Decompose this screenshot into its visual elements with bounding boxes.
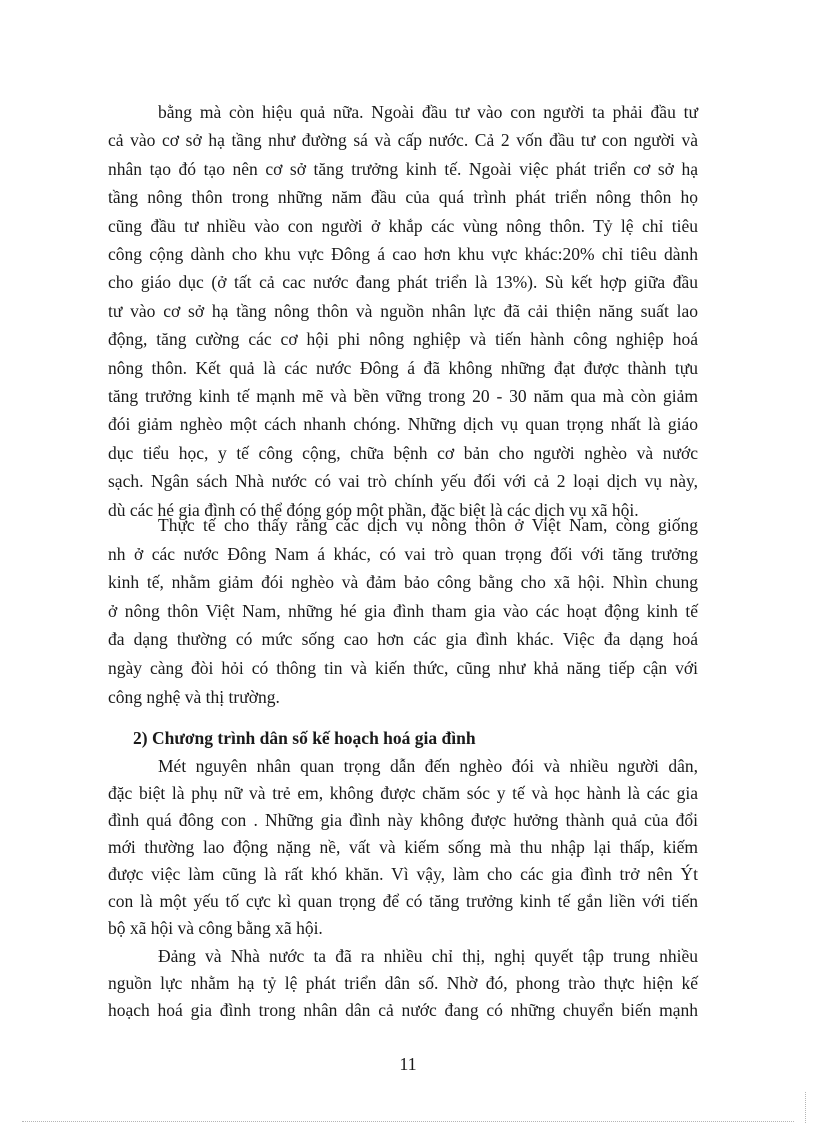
text-line: công cộng dành cho khu vực Đông á cao hơn khu vực khác:20% chỉ tiêu dành bbox=[108, 244, 698, 264]
text-line: cho giáo dục (ở tất cả cac nước đang phát triển là 13%). Sù kết hợp giữa đầu bbox=[108, 272, 698, 293]
page-number: 11 bbox=[399, 1054, 417, 1074]
text-line: Đảng và Nhà nước ta đã ra nhiều chỉ thị, nghị quyết tập trung nhiều bbox=[158, 946, 698, 966]
page-border-bottom bbox=[22, 1121, 794, 1122]
text-line: Mét nguyên nhân quan trọng dẫn đến nghèo đói và nhiều người dân, bbox=[158, 756, 698, 776]
text-line: cả vào cơ sở hạ tầng như đường sá và cấp nước. Cả 2 vốn đầu tư con người và bbox=[108, 130, 698, 151]
text-line: đa dạng thường có mức sống cao hơn các gia đình khác. Việc đa dạng hoá bbox=[108, 629, 698, 650]
text-line: công nghệ và thị trường. bbox=[108, 686, 280, 707]
text-line: tầng nông thôn trong những năm đầu của quá trình phát triển nông thôn họ bbox=[108, 187, 698, 208]
section-heading: 2) Chương trình dân số kế hoạch hoá gia đình bbox=[133, 728, 476, 748]
text-line: bằng mà còn hiệu quả nữa. Ngoài đầu tư vào con người ta phải đầu tư bbox=[158, 102, 698, 122]
text-line: tư vào cơ sở hạ tầng nông thôn và nguồn nhân lực đã cải thiện năng suất lao bbox=[108, 300, 698, 321]
text-line: tăng trưởng kinh tế mạnh mẽ và bền vững trong 20 - 30 năm qua mà còn giảm bbox=[108, 386, 698, 406]
text-line: dù các hé gia đình có thể đóng góp một phần, đặc biệt là các dịch vụ xã hội. bbox=[108, 499, 639, 520]
page-border-corner bbox=[805, 1092, 806, 1123]
text-line: sạch. Ngân sách Nhà nước có vai trò chính yếu đối với cả 2 loại dịch vụ này, bbox=[108, 471, 698, 492]
text-line: động, tăng cường các cơ hội phi nông nghiệp và tiến hành công nghiệp hoá bbox=[108, 329, 698, 350]
text-line: nguồn lực nhằm hạ tỷ lệ phát triển dân số. Nhờ đó, phong trào thực hiện kế bbox=[108, 973, 698, 993]
text-line: đói giảm nghèo một cách nhanh chóng. Những dịch vụ quan trọng nhất là giáo bbox=[108, 414, 698, 435]
text-line: con là một yếu tố cực kì quan trọng để có tăng trưởng kinh tế gắn liền với tiến bbox=[108, 891, 698, 911]
text-line: nhân tạo đó tạo nên cơ sở tăng trưởng kinh tế. Ngoài việc phát triển cơ sở hạ bbox=[108, 158, 698, 179]
text-line: bộ xã hội và công bằng xã hội. bbox=[108, 918, 323, 938]
text-line: dục tiểu học, y tế công cộng, chữa bệnh cơ bản cho người nghèo và nước bbox=[108, 442, 698, 463]
text-line: cũng đầu tư nhiều vào con người ở khắp các vùng nông thôn. Tỷ lệ chỉ tiêu bbox=[108, 215, 698, 236]
text-line: mới thường lao động nặng nề, vất và kiếm sống mà thu nhập lại thấp, kiếm bbox=[108, 837, 698, 857]
text-line: được việc làm cũng là rất khó khăn. Vì vậy, làm cho các gia đình trở nên Ýt bbox=[108, 864, 698, 884]
text-line: đặc biệt là phụ nữ và trẻ em, không được chăm sóc y tế và học hành là các gia bbox=[108, 783, 698, 803]
text-line: hoạch hoá gia đình trong nhân dân cả nước đang có những chuyển biến mạnh bbox=[108, 1000, 698, 1020]
text-line: nông thôn. Kết quả là các nước Đông á đã không những đạt được thành tựu bbox=[108, 357, 698, 378]
text-line: kinh tế, nhằm giảm đói nghèo và đảm bảo công bằng cho xã hội. Nhìn chung bbox=[108, 572, 698, 593]
text-line: đình quá đông con . Những gia đình này không được hưởng thành quả của đổi bbox=[108, 810, 698, 830]
text-line: Thực tế cho thấy rằng các dịch vụ nông thôn ở Việt Nam, còng giống bbox=[158, 515, 698, 535]
text-line: nh ở các nước Đông Nam á khác, có vai trò quan trọng đối với tăng trưởng bbox=[108, 543, 698, 564]
text-line: ngày càng đòi hỏi có thông tin và kiến thức, cũng như khả năng tiếp cận với bbox=[108, 658, 698, 678]
text-line: ở nông thôn Việt Nam, những hé gia đình tham gia vào các hoạt động kinh tế bbox=[108, 600, 698, 621]
